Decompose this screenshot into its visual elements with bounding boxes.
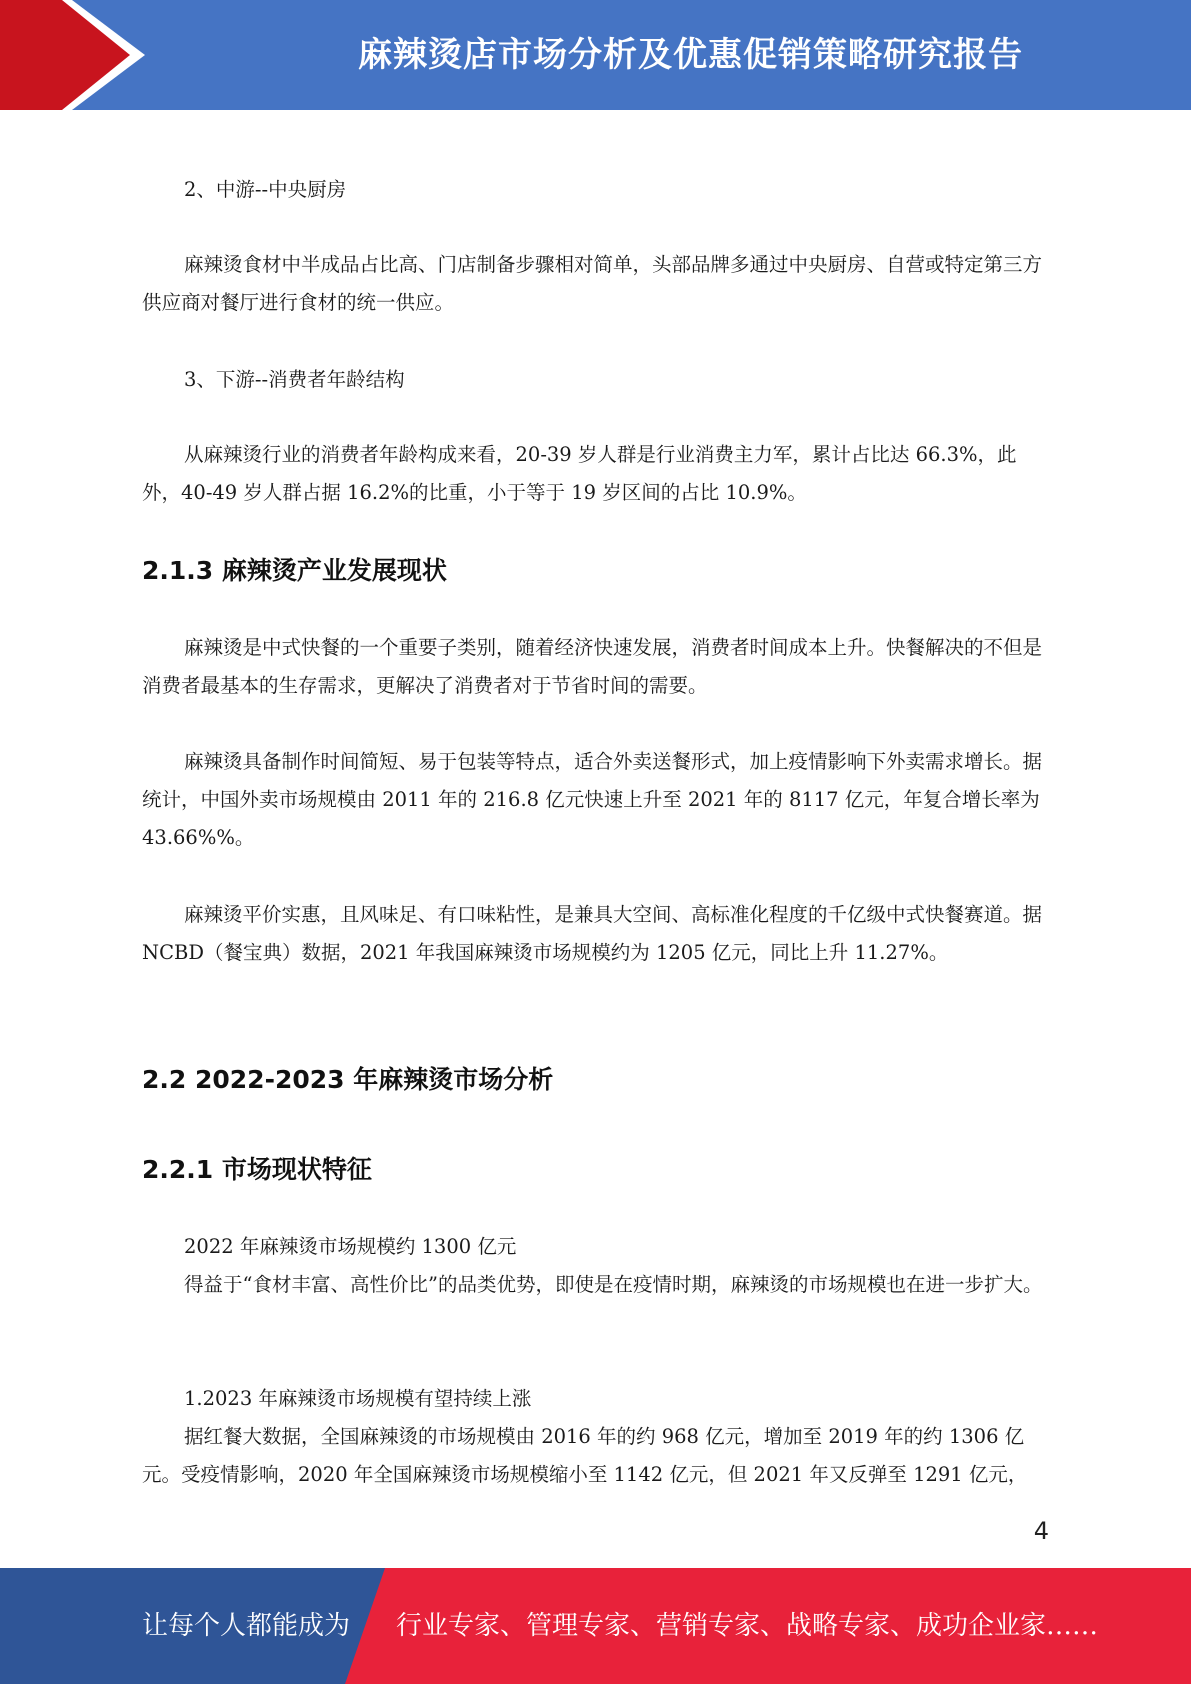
- page-header: [0, 0, 1191, 110]
- section-midstream-heading: 2、中游--中央厨房: [184, 178, 347, 201]
- page-number: 4: [1033, 1517, 1049, 1545]
- header-title: 麻辣烫店市场分析及优惠促销策略研究报告: [358, 35, 1023, 75]
- paragraph-2-1-3-c: 麻辣烫平价实惠，且风味足、有口味粘性，是兼具大空间、高标准化程度的千亿级中式快餐赛道。据 NCBD（餐宝典）数据，2021 年我国麻辣烫市场规模约为 1205 亿元，同比上升 11.27%。: [142, 903, 1043, 964]
- section-downstream-paragraph: 从麻辣烫行业的消费者年龄构成来看，20-39 岁人群是行业消费主力军，累计占比达 66.3%，此外，40-49 岁人群占据 16.2%的比重，小于等于 19 岁区间的占比 10.9%。: [142, 443, 1017, 504]
- heading-2-1-3: 2.1.3 麻辣烫产业发展现状: [142, 556, 447, 585]
- paragraph-2-2-1-c: 1.2023 年麻辣烫市场规模有望持续上涨: [184, 1387, 532, 1410]
- paragraph-2-1-3-b: 麻辣烫具备制作时间简短、易于包装等特点，适合外卖送餐形式，加上疫情影响下外卖需求增长。据统计，中国外卖市场规模由 2011 年的 216.8 亿元快速上升至 2021 年的 8117 亿元，年复合增长率为 43.66%%。: [142, 750, 1043, 849]
- section-midstream-paragraph: 麻辣烫食材中半成品占比高、门店制备步骤相对简单，头部品牌多通过中央厨房、自营或特定第三方供应商对餐厅进行食材的统一供应。: [142, 253, 1043, 314]
- paragraph-2-1-3-a: 麻辣烫是中式快餐的一个重要子类别，随着经济快速发展，消费者时间成本上升。快餐解决的不但是消费者最基本的生存需求，更解决了消费者对于节省时间的需要。: [142, 636, 1043, 697]
- page-footer: [0, 1568, 1191, 1684]
- paragraph-2-2-1-d: 据红餐大数据，全国麻辣烫的市场规模由 2016 年的约 968 亿元，增加至 2019 年的约 1306 亿元。受疫情影响，2020 年全国麻辣烫市场规模缩小至 1142 亿元，但 2021 年又反弹至 1291 亿元，: [142, 1425, 1028, 1486]
- footer-slogan-right: 行业专家、管理专家、营销专家、战略专家、成功企业家……: [396, 1611, 1099, 1641]
- heading-2-2-1: 2.2.1 市场现状特征: [142, 1155, 372, 1184]
- paragraph-2-2-1-b: 得益于“食材丰富、高性价比”的品类优势，即使是在疫情时期，麻辣烫的市场规模也在进一步扩大。: [184, 1273, 1043, 1296]
- paragraph-2-2-1-a: 2022 年麻辣烫市场规模约 1300 亿元: [184, 1235, 517, 1258]
- heading-2-2: 2.2 2022-2023 年麻辣烫市场分析: [142, 1065, 554, 1094]
- section-downstream-heading: 3、下游--消费者年龄结构: [184, 368, 405, 391]
- footer-slogan-left: 让每个人都能成为: [142, 1611, 351, 1641]
